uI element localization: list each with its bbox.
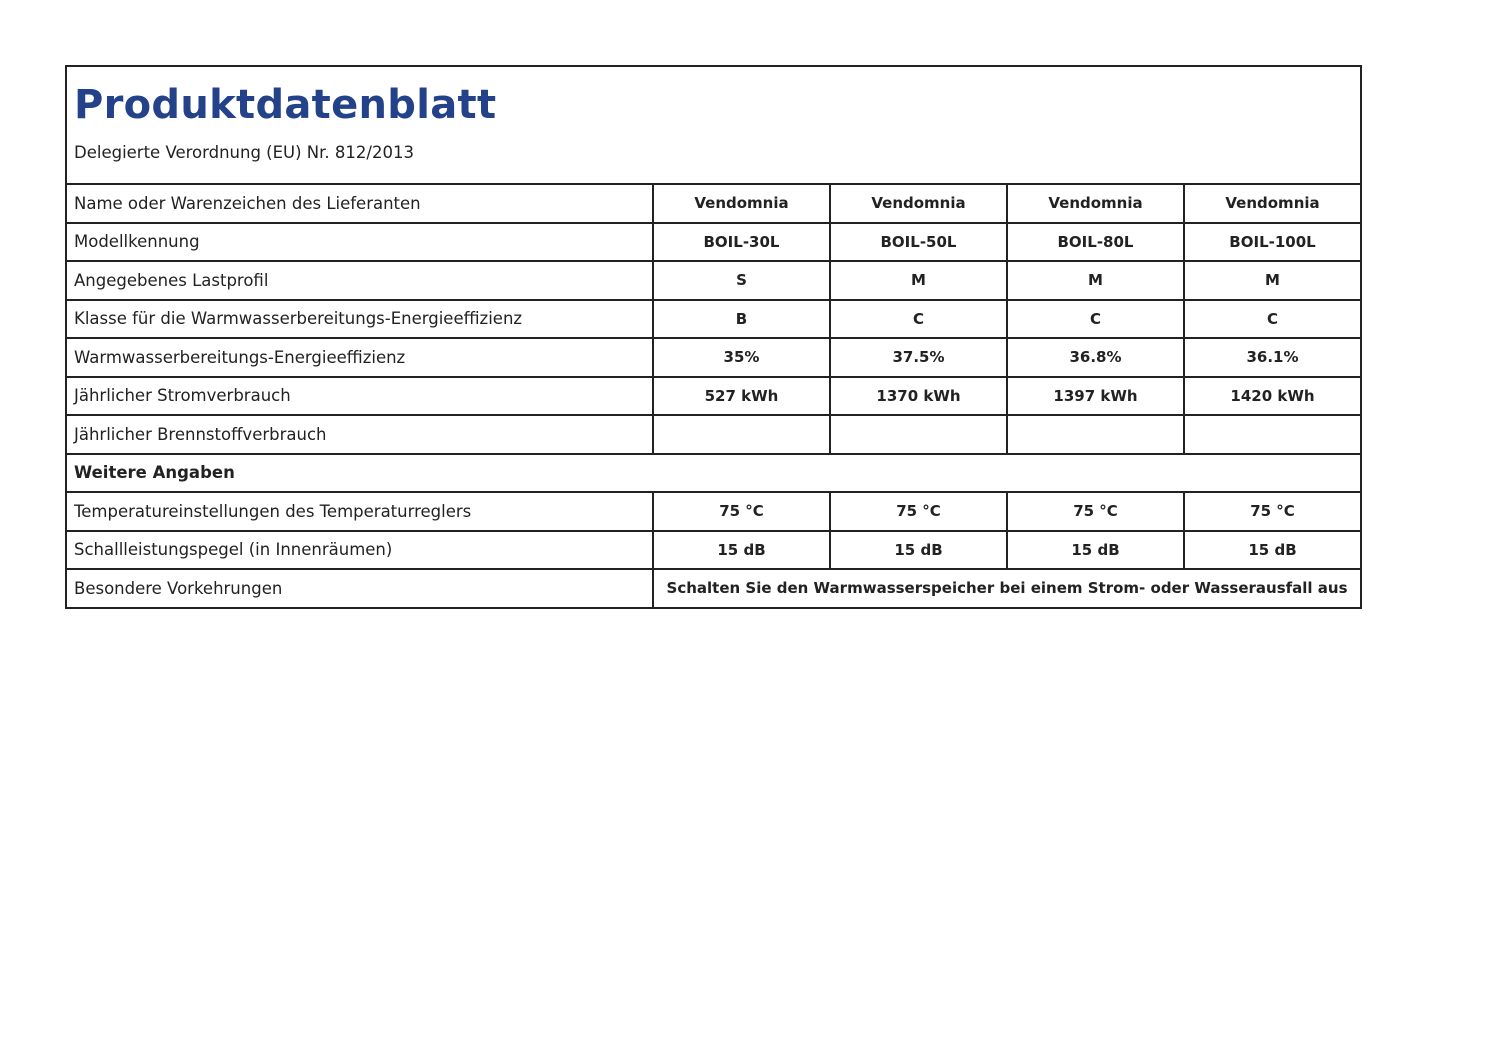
- table-row: [66, 531, 1361, 570]
- product-data-sheet-table: [65, 65, 1362, 609]
- header-row: [66, 66, 1361, 184]
- value-cell: 75 °C: [830, 492, 1007, 531]
- table-row: [66, 415, 1361, 454]
- value-cell: M: [830, 261, 1007, 300]
- row-label: Angegebenes Lastprofil: [66, 261, 653, 300]
- row-label: Name oder Warenzeichen des Lieferanten: [66, 184, 653, 223]
- header-cell: [66, 66, 1361, 184]
- value-cell: 75 °C: [1184, 492, 1361, 531]
- value-cell: BOIL-30L: [653, 223, 830, 262]
- section-row: [66, 454, 1361, 493]
- table-row: [66, 377, 1361, 416]
- table-row: [66, 300, 1361, 339]
- table-row: [66, 184, 1361, 223]
- value-cell: M: [1184, 261, 1361, 300]
- value-cell: 1397 kWh: [1007, 377, 1184, 416]
- value-cell: 527 kWh: [653, 377, 830, 416]
- value-cell: S: [653, 261, 830, 300]
- value-cell: Vendomnia: [1007, 184, 1184, 223]
- value-cell: [653, 415, 830, 454]
- page-title: Produktdatenblatt: [74, 82, 497, 128]
- value-cell: Vendomnia: [830, 184, 1007, 223]
- value-cell: BOIL-50L: [830, 223, 1007, 262]
- value-cell: M: [1007, 261, 1184, 300]
- value-cell: Vendomnia: [653, 184, 830, 223]
- row-label: Besondere Vorkehrungen: [66, 569, 653, 608]
- row-label: Jährlicher Stromverbrauch: [66, 377, 653, 416]
- value-cell: [1184, 415, 1361, 454]
- value-cell: [830, 415, 1007, 454]
- value-cell: B: [653, 300, 830, 339]
- value-cell: Vendomnia: [1184, 184, 1361, 223]
- value-cell: 1420 kWh: [1184, 377, 1361, 416]
- value-cell: C: [1007, 300, 1184, 339]
- value-cell: C: [1184, 300, 1361, 339]
- value-cell: 75 °C: [1007, 492, 1184, 531]
- row-label: Klasse für die Warmwasserbereitungs-Energieeffizienz: [66, 300, 653, 339]
- value-cell: 37.5%: [830, 338, 1007, 377]
- value-cell: BOIL-100L: [1184, 223, 1361, 262]
- row-label: Schallleistungspegel (in Innenräumen): [66, 531, 653, 570]
- section-title: Weitere Angaben: [66, 454, 1361, 493]
- value-cell: 1370 kWh: [830, 377, 1007, 416]
- value-cell: 15 dB: [1007, 531, 1184, 570]
- value-cell: 36.8%: [1007, 338, 1184, 377]
- value-cell: 15 dB: [653, 531, 830, 570]
- value-cell: [1007, 415, 1184, 454]
- table-row: [66, 223, 1361, 262]
- precautions-value: Schalten Sie den Warmwasserspeicher bei einem Strom- oder Wasserausfall aus: [653, 569, 1361, 608]
- row-label: Temperatureinstellungen des Temperaturreglers: [66, 492, 653, 531]
- value-cell: 15 dB: [1184, 531, 1361, 570]
- table-row: [66, 492, 1361, 531]
- table-row: [66, 338, 1361, 377]
- value-cell: 75 °C: [653, 492, 830, 531]
- row-label: Jährlicher Brennstoffverbrauch: [66, 415, 653, 454]
- row-label: Warmwasserbereitungs-Energieeffizienz: [66, 338, 653, 377]
- table-row: [66, 261, 1361, 300]
- row-label: Modellkennung: [66, 223, 653, 262]
- value-cell: C: [830, 300, 1007, 339]
- value-cell: 35%: [653, 338, 830, 377]
- value-cell: 36.1%: [1184, 338, 1361, 377]
- value-cell: BOIL-80L: [1007, 223, 1184, 262]
- regulation-subtitle: Delegierte Verordnung (EU) Nr. 812/2013: [74, 143, 414, 162]
- value-cell: 15 dB: [830, 531, 1007, 570]
- precautions-row: [66, 569, 1361, 608]
